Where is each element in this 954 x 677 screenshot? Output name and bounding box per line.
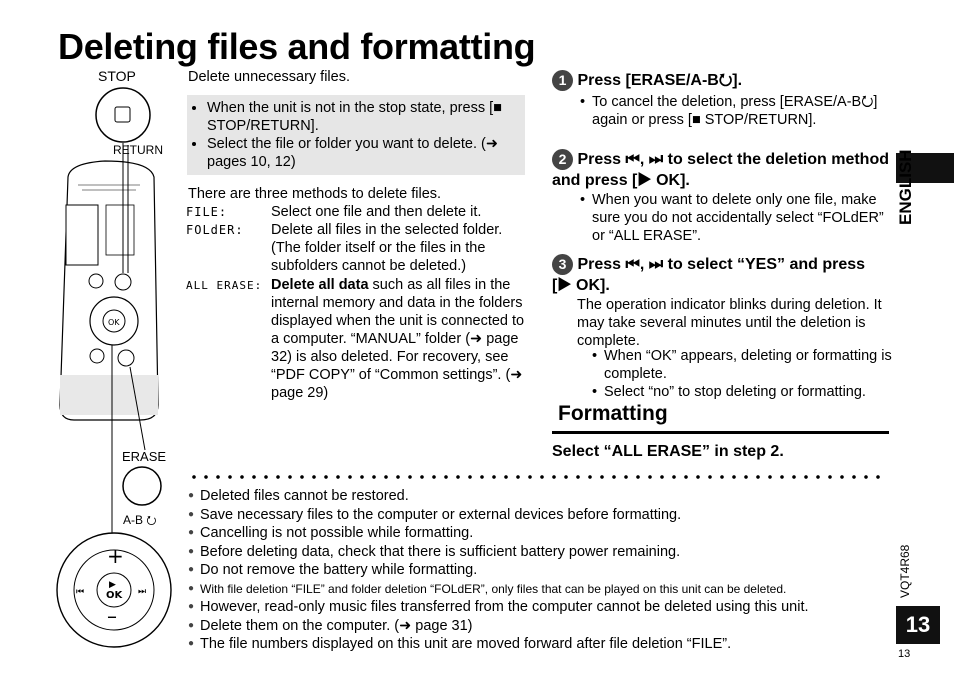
return-button[interactable] xyxy=(115,274,131,290)
method-file-desc: Select one file and then delete it. xyxy=(271,204,482,220)
formatting-instruction: Select “ALL ERASE” in step 2. xyxy=(552,443,784,460)
step-3-bullets xyxy=(590,347,899,401)
skip-back-icon: ⏮ xyxy=(76,587,85,597)
display-screen xyxy=(66,205,98,265)
prep-item: • Select the file or folder you want to delete. (➜ pages 10, 12) xyxy=(207,135,525,171)
svg-text:OK: OK xyxy=(108,318,120,327)
step-3-bullet: • When “OK” appears, deleting or formatting is complete. xyxy=(604,347,899,383)
step-3-bullet: • Select “no” to stop deleting or formatting. xyxy=(604,383,899,401)
svg-text:OK: OK xyxy=(106,590,123,601)
preparation-box xyxy=(187,95,525,175)
ab-label: A-B ⭮ xyxy=(123,513,157,527)
notes-list xyxy=(188,487,888,654)
step-2-bullet: • When you want to delete only one file, make sure you do not accidentally select “FOLdER” or “ALL ERASE”. xyxy=(592,191,900,245)
step-2 xyxy=(552,149,890,191)
minus-icon: – xyxy=(107,604,117,628)
method-allerase-desc: Delete all data such as all files in the internal memory and data in the folders displayed when the unit is connected to a computer. “MANUAL” folder (➜ page 32) is also deleted. For recovery, see “PDF COPY” of “Common settings”. (➜ page 29) xyxy=(271,277,525,401)
step-1-number: 1 xyxy=(552,70,573,91)
body-shade xyxy=(60,375,158,415)
note-continuation: ● However, read-only music files transferred from the computer cannot be deleted using this unit. xyxy=(188,598,888,617)
note-item: ● The file numbers displayed on this unit are moved forward after file deletion “FILE”. xyxy=(188,635,888,654)
language-label: ENGLISH xyxy=(896,149,915,225)
page-title: Deleting files and formatting xyxy=(58,26,536,67)
small-button-bottom-left[interactable] xyxy=(90,349,104,363)
step-1-bullet: • To cancel the deletion, press [ERASE/A-B⭮] again or press [■ STOP/RETURN]. xyxy=(592,93,892,129)
step-1-title: Press [ERASE/A-B⭮]. xyxy=(577,72,743,89)
step-2-bullets xyxy=(578,191,900,245)
method-folder-desc: Delete all files in the selected folder. (The folder itself or the files in the subfolders cannot be deleted.) xyxy=(271,222,503,274)
stop-button[interactable] xyxy=(96,88,150,142)
note-item: ● With file deletion “FILE” and folder deletion “FOLdER”, only files that can be played on this unit can be deleted. xyxy=(188,580,888,599)
note-item: ● Do not remove the battery while formatting. xyxy=(188,561,888,580)
recorder-illustration xyxy=(50,85,180,660)
note-item: ● Before deleting data, check that there is sufficient battery power remaining. xyxy=(188,543,888,562)
note-item: ● Deleted files cannot be restored. xyxy=(188,487,888,506)
step-3-number: 3 xyxy=(552,254,573,275)
step-2-title: Press ⏮, ⏭ to select the deletion method and press [▶ OK]. xyxy=(552,151,889,189)
formatting-heading: Formatting xyxy=(558,402,668,425)
plus-icon: + xyxy=(107,544,124,568)
small-button-left[interactable] xyxy=(89,274,103,288)
methods-intro: There are three methods to delete files. xyxy=(188,186,442,202)
page-number-box: 13 xyxy=(896,606,940,644)
intro-text: Delete unnecessary files. xyxy=(188,69,350,85)
method-folder-seg: FOLdER: xyxy=(186,223,244,237)
model-code: VQT4R68 xyxy=(898,544,912,598)
method-file-seg: FILE: xyxy=(186,205,228,219)
note-item: ● Save necessary files to the computer or external devices before formatting. xyxy=(188,506,888,525)
page-number-small: 13 xyxy=(898,648,911,660)
step-1 xyxy=(552,70,882,91)
svg-text:▶: ▶ xyxy=(109,580,116,590)
step-3-title: Press ⏮, ⏭ to select “YES” and press [▶ OK]. xyxy=(552,256,866,294)
return-label: RETURN xyxy=(113,143,163,157)
step-1-bullets xyxy=(578,93,892,129)
step-3-text: The operation indicator blinks during deletion. It may take several minutes until the deletion is complete. xyxy=(577,297,882,349)
erase-button-device[interactable] xyxy=(118,350,134,366)
erase-label: ERASE xyxy=(122,449,167,464)
dotted-separator xyxy=(188,474,888,480)
erase-button[interactable] xyxy=(123,467,161,505)
step-2-number: 2 xyxy=(552,149,573,170)
method-allerase-seg: ALL ERASE: xyxy=(186,279,263,292)
heading-rule xyxy=(552,431,889,434)
skip-forward-icon: ⏭ xyxy=(138,587,147,597)
step-3 xyxy=(552,254,882,296)
prep-item: • When the unit is not in the stop state, press [■ STOP/RETURN]. xyxy=(207,99,525,135)
note-item: ● Cancelling is not possible while formatting. xyxy=(188,524,888,543)
stop-label: STOP xyxy=(98,68,136,84)
note-continuation: ● Delete them on the computer. (➜ page 31) xyxy=(188,617,888,636)
